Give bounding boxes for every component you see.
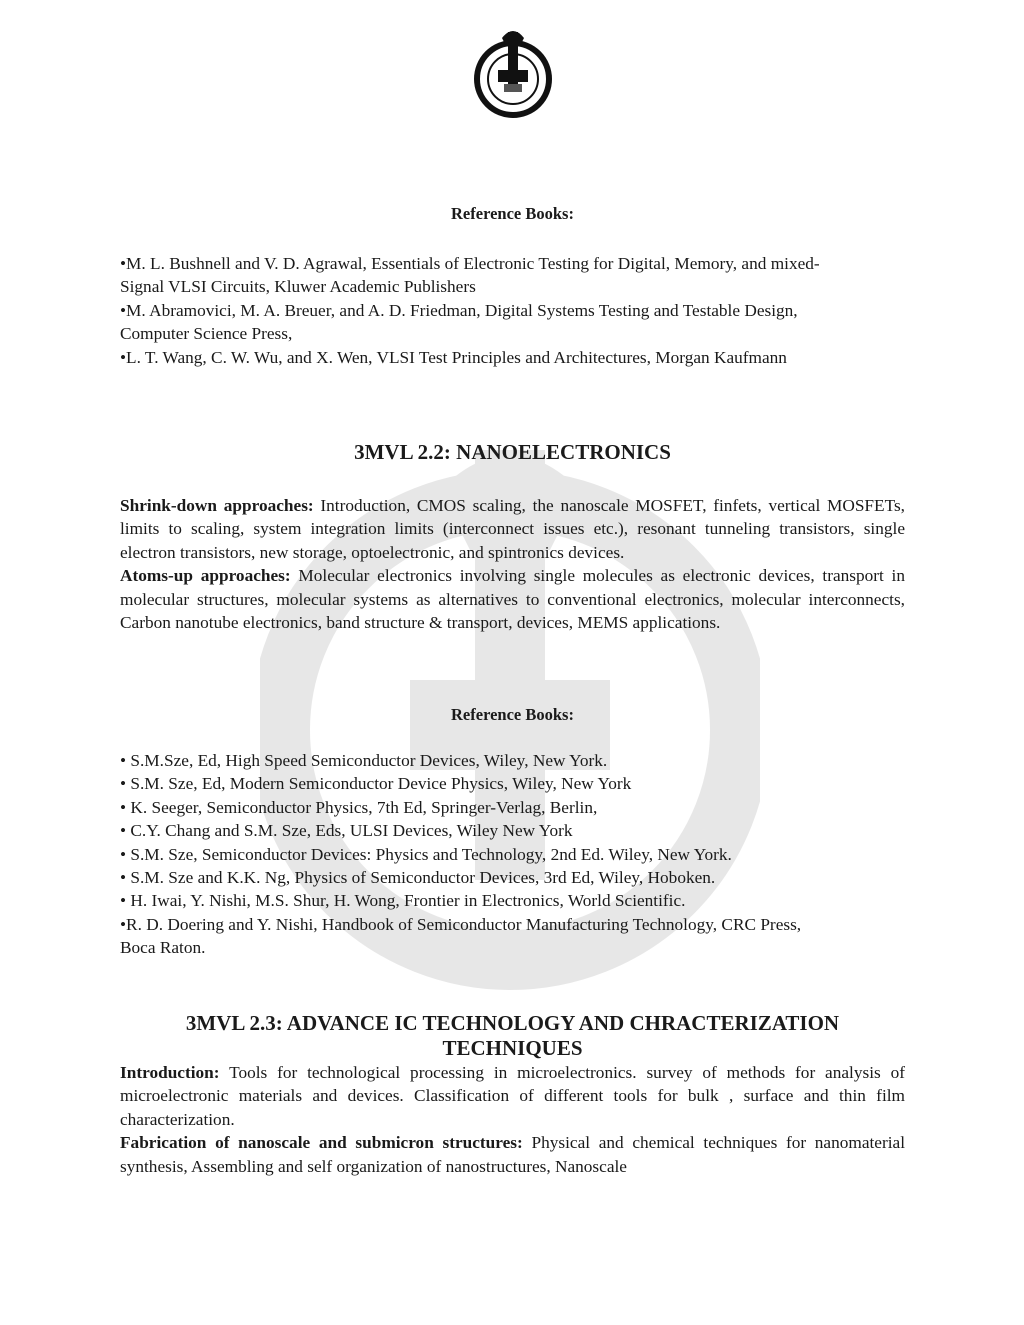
reference-books-heading: Reference Books: bbox=[451, 705, 574, 724]
paragraph-label: Fabrication of nanoscale and submicron structures: bbox=[120, 1133, 523, 1153]
list-item: •M. Abramovici, M. A. Breuer, and A. D. Friedman, Digital Systems Testing and Testable Design, bbox=[120, 300, 798, 320]
list-item: •L. T. Wang, C. W. Wu, and X. Wen, VLSI Test Principles and Architectures, Morgan Kaufmann bbox=[120, 347, 787, 367]
section-title-nanoelectronics: 3MVL 2.2: NANOELECTRONICS bbox=[354, 440, 671, 464]
university-logo bbox=[472, 24, 554, 120]
list-item-continued: Boca Raton. bbox=[120, 938, 206, 958]
reference-books-heading: Reference Books: bbox=[451, 204, 574, 223]
paragraph-label: Shrink-down approaches: bbox=[120, 496, 314, 515]
paragraph: Shrink-down approaches: Introduction, CMOS scaling, the nanoscale MOSFET, finfets, vertical MOSFETs, limits to scaling, system integration limits (interconnect issues etc.), resonant tunneling transistors, single electron transistors, new storage, optoelectronic, and spintronics devices. bbox=[120, 496, 905, 562]
list-item: •M. L. Bushnell and V. D. Agrawal, Essentials of Electronic Testing for Digital, Memory, and mixed- bbox=[120, 254, 820, 273]
list-item: • S.M. Sze, Semiconductor Devices: Physics and Technology, 2nd Ed. Wiley, New York. bbox=[120, 844, 732, 864]
paragraph: Atoms-up approaches: Molecular electronics involving single molecules as electronic devices, transport in molecular structures, molecular systems as alternatives to conventional electronics, molecular interconnects, Carbon nanotube electronics, band structure & transport, devices, MEMS applications. bbox=[120, 566, 905, 633]
section-title-advance-ic: 3MVL 2.3: ADVANCE IC TECHNOLOGY AND CHRACTERIZATION bbox=[185, 1011, 840, 1035]
list-item: • S.M. Sze and K.K. Ng, Physics of Semiconductor Devices, 3rd Ed, Wiley, Hoboken. bbox=[120, 868, 716, 888]
list-item-continued: Signal VLSI Circuits, Kluwer Academic Publishers bbox=[120, 277, 476, 297]
paragraph: Introduction: Tools for technological processing in microelectronics. survey of methods for analysis of microelectronic materials and devices. Classification of different tools for bulk , surface and thin film characterization. bbox=[120, 1063, 905, 1129]
list-item: • H. Iwai, Y. Nishi, M.S. Shur, H. Wong, Frontier in Electronics, World Scientific. bbox=[120, 891, 686, 911]
nanoelectronics-body bbox=[120, 494, 905, 634]
paragraph-label: Introduction: bbox=[120, 1063, 220, 1082]
list-item: • C.Y. Chang and S.M. Sze, Eds, ULSI Devices, Wiley New York bbox=[120, 821, 573, 841]
list-item: • S.M.Sze, Ed, High Speed Semiconductor Devices, Wiley, New York. bbox=[120, 751, 608, 770]
list-item-continued: Computer Science Press, bbox=[120, 324, 293, 344]
paragraph-label: Atoms-up approaches: bbox=[120, 566, 291, 586]
section-title-advance-ic-line2: TECHNIQUES bbox=[442, 1036, 583, 1060]
list-item: • K. Seeger, Semiconductor Physics, 7th Ed, Springer-Verlag, Berlin, bbox=[120, 797, 598, 817]
list-item: •R. D. Doering and Y. Nishi, Handbook of Semiconductor Manufacturing Technology, CRC Press, bbox=[120, 914, 802, 934]
paragraph: Fabrication of nanoscale and submicron structures: Physical and chemical techniques for nanomaterial synthesis, Assembling and self organization of nanostructures, Nanoscale bbox=[120, 1133, 905, 1176]
advance-ic-body bbox=[120, 1061, 905, 1178]
reference-list bbox=[120, 749, 905, 960]
list-item: • S.M. Sze, Ed, Modern Semiconductor Device Physics, Wiley, New York bbox=[120, 774, 632, 794]
reference-list bbox=[120, 252, 905, 369]
